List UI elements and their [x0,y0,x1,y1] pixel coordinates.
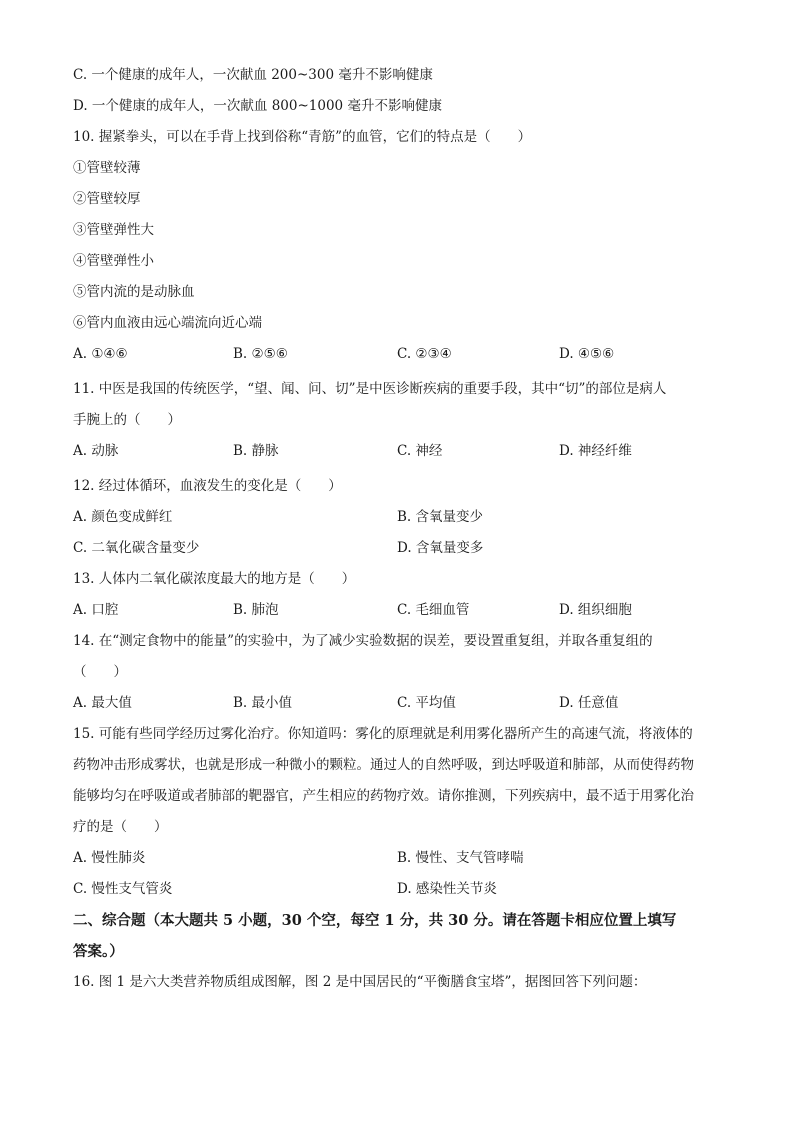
q15-options-row-1 [73,843,721,874]
q12-stem: 12. 经过体循环，血液发生的变化是（ ） [73,478,342,494]
q14-stem [73,626,721,688]
q14-option-c: C. 平均值 [397,695,456,711]
q10-item-6: ⑥管内血液由远心端流向近心端 [73,315,262,331]
q11-option-d: D. 神经纤维 [559,443,632,459]
q11-stem-line-1: 11. 中医是我国的传统医学，“望、闻、问、切”是中医诊断疾病的重要手段，其中“切”的部位是病人 [73,381,667,397]
q12-option-a: A. 颜色变成鲜红 [73,509,173,525]
q13-option-d: D. 组织细胞 [559,602,632,618]
q12-options-row-2 [73,533,721,564]
q15-option-c: C. 慢性支气管炎 [73,881,173,897]
q11-option-b: B. 静脉 [233,443,279,459]
q15-option-b: B. 慢性、支气管哮喘 [397,850,524,866]
q10-item-1: ①管壁较薄 [73,160,141,176]
section-2-heading [73,905,721,967]
q15-option-a: A. 慢性肺炎 [73,850,146,866]
q13-option-c: C. 毛细血管 [397,602,470,618]
q11-stem-line-2: 手腕上的（ ） [73,412,181,428]
q10-option-c: C. ②③④ [397,346,452,362]
q15-options-row-2 [73,874,721,905]
q12-option-b: B. 含氧量变少 [397,509,484,525]
q15-stem-line-3: 能够均匀在呼吸道或者肺部的靶器官，产生相应的药物疗效。请你推测，下列疾病中，最不适于用雾化治 [73,788,694,804]
q15-stem-line-1: 15. 可能有些同学经历过雾化治疗。你知道吗：雾化的原理就是利用雾化器所产生的高速气流，将液体的 [73,726,693,742]
q12-option-d: D. 含氧量变多 [397,540,484,556]
q10-item-3: ③管壁弹性大 [73,222,154,238]
q14-option-b: B. 最小值 [233,695,293,711]
section-2-heading-line-2: 答案。） [73,943,124,960]
q11-option-c: C. 神经 [397,443,443,459]
q10-options [73,339,721,370]
q13-stem: 13. 人体内二氧化碳浓度最大的地方是（ ） [73,571,356,587]
q15-option-d: D. 感染性关节炎 [397,881,497,897]
q14-stem-line-1: 14. 在“测定食物中的能量”的实验中，为了减少实验数据的误差，要设置重复组，并取各重复组的 [73,633,653,649]
q13-options [73,595,721,626]
q15-stem-line-4: 疗的是（ ） [73,819,168,835]
q10-stem: 10. 握紧拳头，可以在手背上找到俗称“青筋”的血管，它们的特点是（ ） [73,129,532,145]
q10-item-5: ⑤管内流的是动脉血 [73,284,195,300]
q10-option-d: D. ④⑤⑥ [559,346,615,362]
q14-option-d: D. 任意值 [559,695,619,711]
q16-stem: 16. 图 1 是六大类营养物质组成图解，图 2 是中国居民的“平衡膳食宝塔”，据图回答下列问题： [73,974,647,990]
q10-item-2: ②管壁较厚 [73,191,141,207]
q12-options-row-1 [73,502,721,533]
q10-item-4: ④管壁弹性小 [73,253,154,269]
q13-option-a: A. 口腔 [73,602,119,618]
q15-stem [73,719,721,843]
q9-option-c: C. 一个健康的成年人，一次献血 200~300 毫升不影响健康 [73,67,433,83]
q13-option-b: B. 肺泡 [233,602,279,618]
q11-option-a: A. 动脉 [73,443,119,459]
q11-options [73,436,721,467]
section-2-heading-line-1: 二、综合题（本大题共 5 小题，30 个空，每空 1 分，共 30 分。请在答题卡相应位置上填写 [73,912,677,929]
q12-option-c: C. 二氧化碳含量变少 [73,540,200,556]
q15-stem-line-2: 药物冲击形成雾状，也就是形成一种微小的颗粒。通过人的自然呼吸，到达呼吸道和肺部，从而使得药物 [73,757,694,773]
q14-option-a: A. 最大值 [73,695,132,711]
q14-stem-line-2: （ ） [73,664,127,680]
q9-option-d: D. 一个健康的成年人，一次献血 800~1000 毫升不影响健康 [73,98,442,114]
q10-option-b: B. ②⑤⑥ [233,346,288,362]
q10-option-a: A. ①④⑥ [73,346,128,362]
q14-options [73,688,721,719]
q11-stem [73,374,721,436]
document-page [73,60,721,998]
